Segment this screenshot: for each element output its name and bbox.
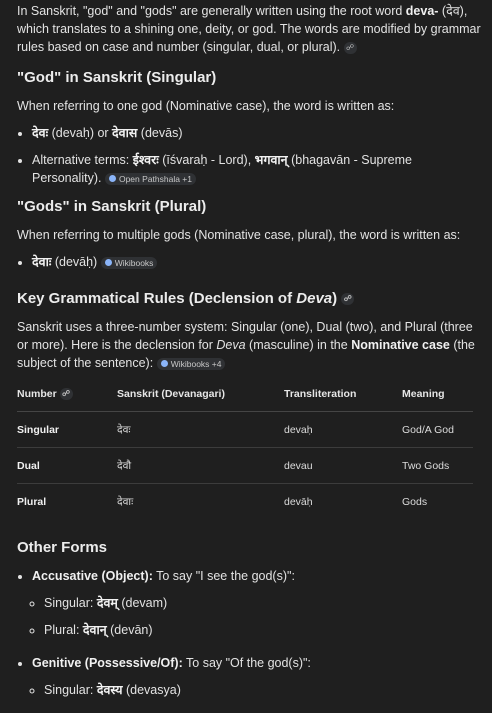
sub-label: Singular: [44, 596, 97, 610]
link-icon[interactable]: ☍ [341, 293, 354, 305]
source-favicon-icon [161, 360, 168, 367]
sanskrit-word: भगवान् [254, 153, 288, 167]
case-label: Genitive (Possessive/Of): [32, 656, 183, 670]
rules-text: (the subject of the sentence): [17, 338, 475, 370]
list-text: (īśvaraḥ - Lord), [158, 153, 255, 167]
sub-text: (devān) [106, 623, 153, 637]
sanskrit-word: देवम् [96, 596, 118, 610]
source-favicon-icon [109, 175, 116, 182]
section-heading-rules [17, 289, 482, 309]
sub-list-item [44, 681, 482, 699]
heading-text: ) [332, 290, 338, 307]
section-heading-plural: "Gods" in Sanskrit (Plural) [17, 198, 207, 215]
list-item [32, 654, 482, 699]
column-header: Sanskrit (Devanagari) [117, 376, 284, 412]
sub-list-item [44, 621, 482, 639]
source-chip-wikibooks[interactable] [101, 257, 158, 269]
column-header: Transliteration [284, 376, 402, 412]
list-item [32, 253, 482, 271]
cell-text: Singular [17, 423, 60, 436]
column-header-label: Number [17, 387, 57, 400]
table-cell-translit: devaḥ [284, 412, 402, 448]
table-cell-devanagari: देवः [117, 412, 284, 448]
list-text: (devaḥ) or [48, 126, 113, 140]
rules-text: (masculine) in the [245, 338, 352, 352]
source-chip-open-pathshala[interactable] [105, 173, 196, 185]
heading-text: Key Grammatical Rules (Declension of [17, 290, 297, 307]
plural-description: When referring to multiple gods (Nominative case, plural), the word is written as: [17, 228, 461, 242]
table-cell-meaning: Two Gods [402, 448, 473, 484]
source-chip-label: Wikibooks [114, 257, 154, 268]
sanskrit-word: देवान् [82, 623, 107, 637]
intro-text-2: (देव), which translates to a shining one, deity, or god. The words are modified by grammar rules based on case and number (singular, dual, or plural). [17, 4, 481, 54]
table-cell-devanagari: देवाः [117, 495, 134, 508]
list-text: (devāḥ) [51, 255, 98, 269]
heading-emphasis: Deva [296, 290, 333, 307]
list-text: (bhagavān - Supreme Personality). [32, 153, 412, 185]
case-text: To say "Of the god(s)": [182, 656, 311, 670]
list-item [32, 124, 482, 142]
other-forms-list [17, 567, 482, 699]
table-row [17, 484, 473, 520]
table-cell-translit: devau [284, 448, 402, 484]
sanskrit-word: ईश्वरः [132, 153, 159, 167]
source-chip-label: Open Pathshala +1 [118, 173, 192, 184]
cell-text: Dual [17, 459, 40, 472]
list-item [32, 567, 482, 639]
sub-list [32, 681, 482, 699]
section-heading-other-forms: Other Forms [17, 539, 108, 556]
list-text: (devās) [137, 126, 183, 140]
source-favicon-icon [105, 259, 112, 266]
source-chip-wikibooks-plus[interactable] [157, 358, 226, 370]
rules-text: Sanskrit uses a three-number system: Singular (one), Dual (two), and Plural (three or more). Here is the declension for [17, 320, 473, 352]
sanskrit-word: देवास [112, 126, 138, 140]
table-row [17, 448, 473, 484]
intro-text: In Sanskrit, "god" and "gods" are generally written using the root word [17, 4, 406, 18]
column-header [17, 376, 117, 412]
table-cell-translit: devāḥ [284, 495, 313, 508]
rules-bold: Nominative case [351, 338, 450, 352]
link-icon[interactable]: ☍ [344, 42, 357, 54]
sub-list [32, 594, 482, 639]
plural-list [17, 253, 482, 271]
sub-text: (devasya) [122, 683, 181, 697]
table-cell-number [17, 484, 117, 520]
column-header: Meaning [402, 376, 473, 412]
sub-label: Singular: [44, 683, 97, 697]
cell-text: Plural [17, 495, 47, 508]
sub-text: (devam) [117, 596, 168, 610]
section-heading-singular: "God" in Sanskrit (Singular) [17, 69, 217, 86]
table-cell-meaning: God/A God [402, 412, 473, 448]
table-cell-number [17, 412, 117, 448]
declension-table [17, 376, 473, 519]
case-label: Accusative (Object): [32, 569, 153, 583]
rules-description [17, 318, 482, 372]
list-item [32, 151, 482, 187]
case-text: To say "I see the god(s)": [152, 569, 295, 583]
intro-paragraph [17, 2, 482, 56]
table-header-row [17, 376, 473, 412]
table-cell-meaning: Gods [402, 495, 428, 508]
sanskrit-word: देवः [32, 126, 49, 140]
root-word: deva- [405, 4, 439, 18]
sanskrit-word: देवाः [32, 255, 52, 269]
rules-emphasis: Deva [216, 338, 246, 352]
table-cell-devanagari: देवौ [117, 448, 284, 484]
list-text: Alternative terms: [32, 153, 133, 167]
sanskrit-word: देवस्य [96, 683, 123, 697]
source-chip-label: Wikibooks +4 [170, 358, 222, 369]
singular-description: When referring to one god (Nominative case), the word is written as: [17, 99, 395, 113]
link-icon[interactable]: ☍ [60, 388, 73, 400]
sub-label: Plural: [44, 623, 83, 637]
singular-list [17, 124, 482, 187]
table-cell-number [17, 448, 117, 484]
table-row [17, 412, 473, 448]
sub-list-item [44, 594, 482, 612]
